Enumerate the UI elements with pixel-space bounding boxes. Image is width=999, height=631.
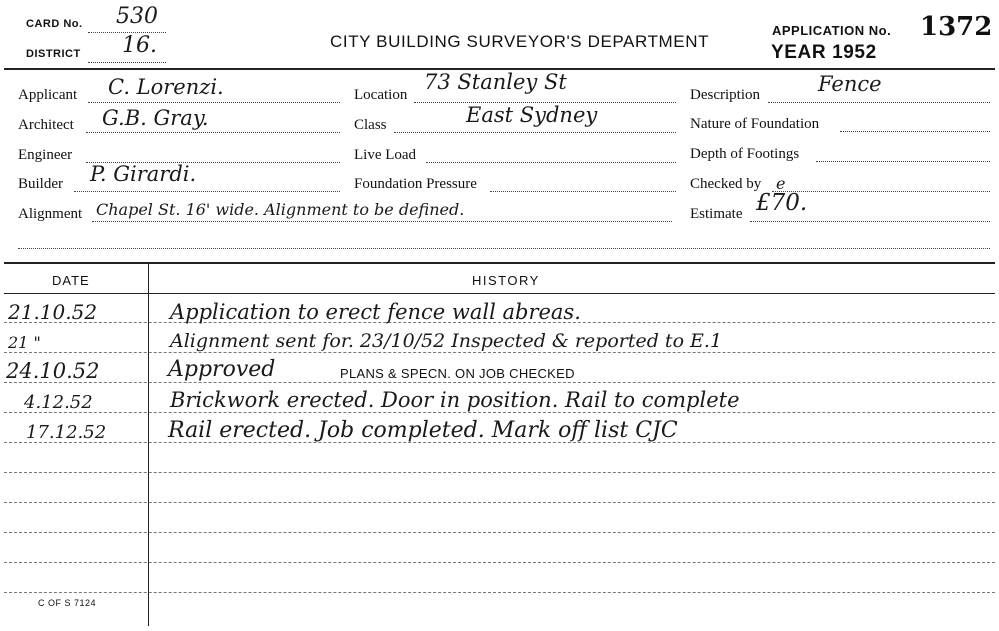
- class-line: [394, 132, 676, 133]
- builder-value: P. Girardi.: [90, 162, 197, 186]
- class-label: Class: [354, 117, 387, 133]
- architect-value: G.B. Gray.: [102, 106, 209, 130]
- date-header: DATE: [52, 273, 90, 288]
- alignment-value: Chapel St. 16' wide. Alignment to be defined.: [96, 200, 465, 219]
- history-header-rule: [4, 293, 995, 294]
- history-column-divider: [148, 264, 149, 626]
- application-no-label: APPLICATION No.: [772, 23, 892, 38]
- estimate-line: [750, 221, 990, 222]
- engineer-label: Engineer: [18, 147, 73, 163]
- district-value: 16.: [122, 33, 157, 58]
- checked-by-value: e: [776, 174, 786, 193]
- architect-line: [86, 132, 340, 133]
- applicant-line: [88, 102, 340, 103]
- history-row-text: Application to erect fence wall abreas.: [170, 300, 581, 324]
- builder-line: [74, 191, 340, 192]
- history-row-text: Alignment sent for. 23/10/52 Inspected & reported to E.1: [170, 330, 723, 352]
- history-row-text: Rail erected. Job completed. Mark off list CJC: [168, 418, 678, 443]
- history-rule-2: [4, 352, 995, 353]
- history-rule-10: [4, 592, 995, 593]
- card-no-value: 530: [116, 4, 158, 29]
- depth-footings-label: Depth of Footings: [690, 146, 800, 162]
- district-label: DISTRICT: [26, 48, 81, 60]
- history-row-date: 24.10.52: [6, 359, 100, 383]
- checked-by-label: Checked by: [690, 176, 762, 192]
- application-no-value: 1372: [920, 12, 993, 42]
- fields-blank-line: [18, 248, 990, 249]
- description-line: [768, 102, 990, 103]
- district-line: [88, 62, 166, 63]
- applicant-label: Applicant: [18, 87, 78, 103]
- nature-foundation-label: Nature of Foundation: [690, 116, 820, 132]
- history-top-rule: [4, 262, 995, 264]
- history-header: HISTORY: [472, 273, 540, 288]
- history-row-date: 21 ": [8, 333, 41, 352]
- history-row-date: 17.12.52: [26, 422, 107, 443]
- history-row-date: 21.10.52: [8, 300, 98, 324]
- builder-label: Builder: [18, 176, 63, 192]
- location-label: Location: [354, 87, 408, 103]
- history-row-text: Approved: [168, 357, 276, 382]
- nature-foundation-line: [840, 131, 990, 132]
- history-row-date: 4.12.52: [24, 392, 93, 413]
- location-value-2: East Sydney: [466, 103, 598, 127]
- live-load-line: [426, 162, 676, 163]
- history-row-text: Brickwork erected. Door in position. Rail to complete: [170, 388, 740, 412]
- history-rule-7: [4, 502, 995, 503]
- description-value: Fence: [818, 72, 882, 96]
- form-code: C OF S 7124: [38, 598, 97, 608]
- estimate-value: £70.: [756, 190, 808, 216]
- foundation-pressure-line: [490, 191, 676, 192]
- history-rule-6: [4, 472, 995, 473]
- year-label: YEAR 1952: [771, 42, 877, 63]
- history-rule-9: [4, 562, 995, 563]
- history-rule-8: [4, 532, 995, 533]
- applicant-value: C. Lorenzi.: [108, 75, 224, 99]
- live-load-label: Live Load: [354, 147, 417, 163]
- card-no-label: CARD No.: [26, 18, 83, 30]
- history-rule-3: [4, 382, 995, 383]
- alignment-line: [92, 221, 672, 222]
- architect-label: Architect: [18, 117, 74, 133]
- location-value-1: 73 Stanley St: [424, 70, 567, 94]
- department-title: CITY BUILDING SURVEYOR'S DEPARTMENT: [330, 32, 710, 51]
- description-label: Description: [690, 87, 760, 103]
- alignment-label: Alignment: [18, 206, 83, 222]
- history-rule-4: [4, 412, 995, 413]
- foundation-pressure-label: Foundation Pressure: [354, 176, 477, 192]
- plans-checked-stamp: PLANS & SPECN. ON JOB CHECKED: [340, 366, 575, 381]
- depth-footings-line: [816, 161, 990, 162]
- estimate-label: Estimate: [690, 206, 743, 222]
